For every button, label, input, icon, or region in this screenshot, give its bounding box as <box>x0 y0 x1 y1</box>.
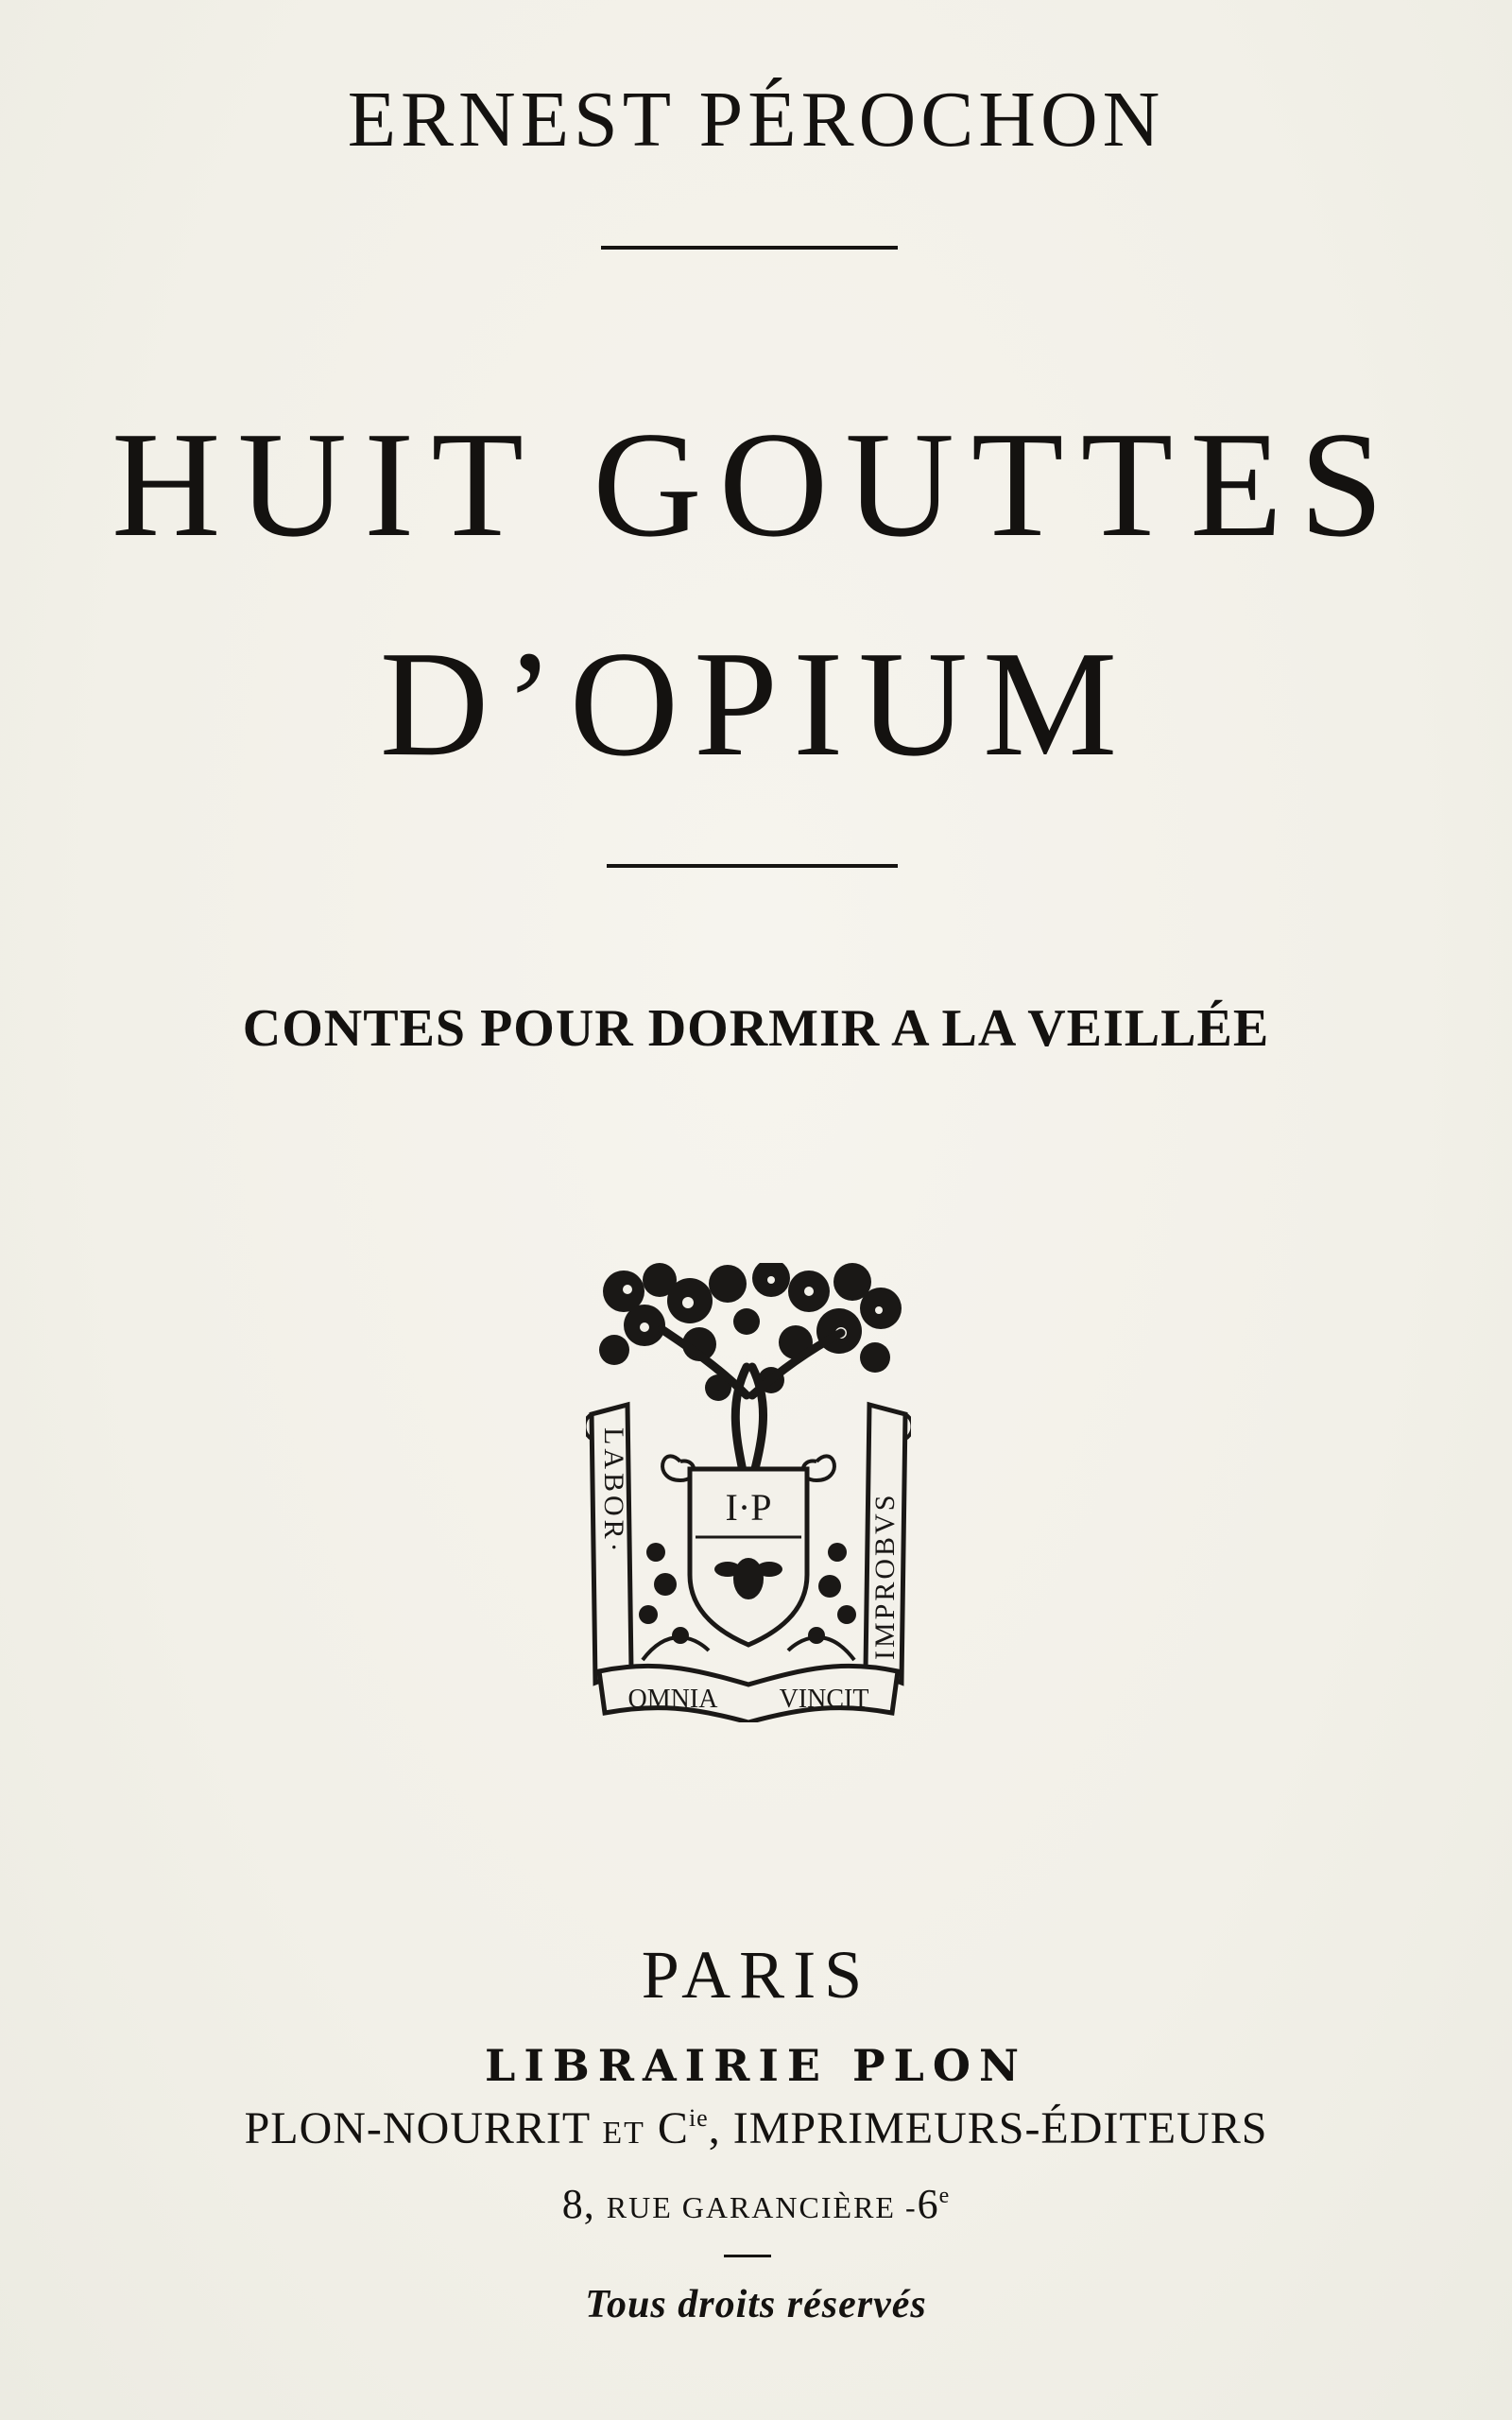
imprint-city: PARIS <box>641 1937 871 2013</box>
printers-mark-motto-right: IMPROBVS <box>869 1492 901 1660</box>
address-street: RUE GARANCIÈRE - <box>606 2190 918 2224</box>
divider-rule-middle <box>607 864 898 868</box>
address-arrondissement: 6 <box>917 2181 939 2227</box>
printers-mark-motto-left: LABOR· <box>598 1427 629 1556</box>
book-title-line-2: D’OPIUM <box>379 619 1133 787</box>
printer-role: , IMPRIMEURS-ÉDITEURS <box>708 2103 1268 2153</box>
printers-mark-icon <box>586 1263 911 1722</box>
address-arrondissement-superscript: e <box>938 2184 951 2208</box>
printer-co-superscript: ie <box>688 2104 709 2132</box>
printer-name: PLON-NOURRIT <box>244 2103 591 2153</box>
divider-rule-bottom <box>724 2255 771 2257</box>
book-title-line-1: HUIT GOUTTES <box>111 400 1401 568</box>
printers-mark-initials: I·P <box>725 1486 772 1529</box>
address-number: 8, <box>561 2181 595 2227</box>
imprint-printer <box>0 2102 1512 2154</box>
printers-mark-motto-bottom-left: OMNIA <box>627 1685 718 1714</box>
printer-co: C <box>657 2103 689 2153</box>
printers-mark-motto-bottom-right: VINCIT <box>779 1685 869 1714</box>
imprint-address <box>0 2180 1512 2228</box>
author-name: ERNEST PÉROCHON <box>347 76 1165 164</box>
divider-rule-top <box>601 246 898 250</box>
imprint-publisher: LIBRAIRIE PLON <box>484 2040 1028 2091</box>
rights-notice: Tous droits réservés <box>585 2283 927 2326</box>
printer-et: ET <box>602 2116 645 2151</box>
book-subtitle: CONTES POUR DORMIR A LA VEILLÉE <box>242 999 1270 1058</box>
